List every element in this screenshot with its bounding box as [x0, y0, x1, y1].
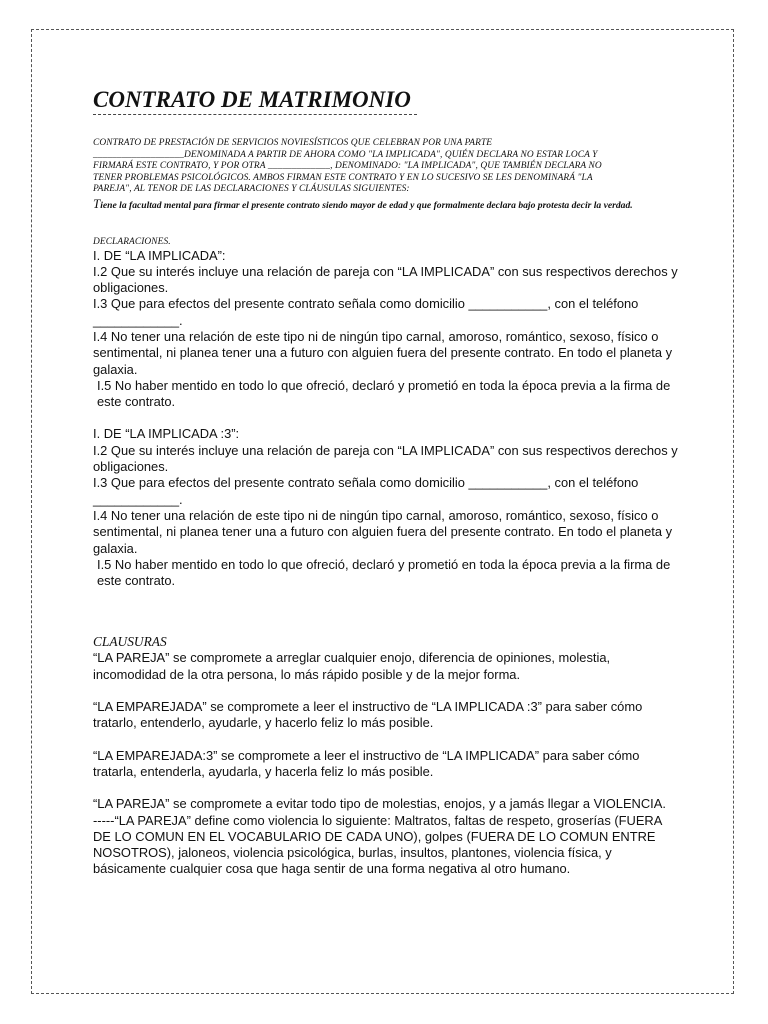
- intro-line: CONTRATO DE PRESTACIÓN DE SERVICIOS NOVIESÍSTICOS QUE CELEBRAN POR UNA PARTE: [93, 138, 493, 148]
- intro-line: TENER PROBLEMAS PSICOLÓGICOS. AMBOS FIRMAN ESTE CONTRATO Y EN LO SUCESIVO SE LES DENOMINARÁ "LA: [93, 172, 593, 183]
- section-heading: I. DE “LA IMPLICADA”:: [93, 247, 226, 263]
- clause-i3: I.3 Que para efectos del presente contrato señala como domicilio ___________, con el teléfono: [93, 475, 639, 491]
- declaraciones-label: DECLARACIONES.: [93, 236, 171, 247]
- declaration-section-2: [93, 426, 683, 589]
- document-body: [93, 86, 683, 878]
- declaration-section-1: [93, 248, 683, 411]
- clause-i5: I.5 No haber mentido en todo lo que ofreció, declaró y prometió en toda la época previa a la firma de este contrato.: [97, 556, 671, 589]
- clausura-item: “LA EMPAREJADA” se compromete a leer el instructivo de “LA IMPLICADA :3” para saber cómo tratarlo, entenderlo, ayudarle, y hacerlo feliz lo más posible.: [93, 699, 643, 731]
- document-title: CONTRATO DE MATRIMONIO: [93, 86, 417, 115]
- mental-capacity-statement: [93, 197, 683, 212]
- clause-i3-phone-blank: ____________.: [93, 491, 183, 507]
- drop-letter: T: [93, 195, 101, 211]
- clause-i2: I.2 Que su interés incluye una relación de pareja con “LA IMPLICADA” con sus respectivos derechos y obligaciones.: [93, 442, 678, 475]
- clausura-item: “LA EMPAREJADA:3” se compromete a leer el instructivo de “LA IMPLICADA” para saber cómo tratarla, entenderla, ayudarla, y hacerla feliz lo más posible.: [93, 747, 640, 779]
- clause-i5: I.5 No haber mentido en todo lo que ofreció, declaró y prometió en toda la época previa a la firma de este contrato.: [97, 377, 671, 410]
- clause-i3: I.3 Que para efectos del presente contrato señala como domicilio ___________, con el teléfono: [93, 296, 639, 312]
- clause-i4: I.4 No tener una relación de este tipo ni de ningún tipo carnal, amoroso, romántico, sexoso, físico o sentimental, ni planea tener una a futuro con alguien fuera del presente contrato. En todo el planeta y galaxia.: [93, 507, 673, 556]
- intro-line: PAREJA", AL TENOR DE LAS DECLARACIONES Y CLÁUSULAS SIGUIENTES:: [93, 184, 410, 194]
- intro-line: ___________________DENOMINADA A PARTIR DE AHORA COMO "LA IMPLICADA", QUIÉN DECLARA NO ESTAR LOCA Y: [93, 149, 598, 160]
- clausura-item: “LA PAREJA” se compromete a arreglar cualquier enojo, diferencia de opiniones, molestia, incomodidad de la otra persona, lo más rápido posible y de la mejor forma.: [93, 650, 611, 682]
- mental-capacity-text: iene la facultad mental para firmar el presente contrato siendo mayor de edad y que formalmente declara bajo protesta decir la verdad.: [100, 199, 633, 211]
- section-heading: I. DE “LA IMPLICADA :3”:: [93, 426, 240, 442]
- clausura-item: “LA PAREJA” se compromete a evitar todo tipo de molestias, enojos, y a jamás llegar a VIOLENCIA.: [93, 796, 666, 812]
- clause-i4: I.4 No tener una relación de este tipo ni de ningún tipo carnal, amoroso, romántico, sexoso, físico o sentimental, ni planea tener una a futuro con alguien fuera del presente contrato. En todo el planeta y galaxia.: [93, 328, 673, 377]
- clause-i2: I.2 Que su interés incluye una relación de pareja con “LA IMPLICADA” con sus respectivos derechos y obligaciones.: [93, 263, 678, 296]
- clausuras-section: [93, 650, 683, 877]
- violence-definition: -----“LA PAREJA” define como violencia lo siguiente: Maltratos, faltas de respeto, groserías (FUERA DE LO COMUN EN EL VOCABULARIO DE CADA UNO), golpes (FUERA DE LO COMUN ENTRE NOSOTROS), jaloneos, violencia psicológica, burlas, insultos, plantones, violencia física, y básicamente cualquier cosa que haga sentir de una forma negativa al otro humano.: [93, 812, 662, 877]
- clause-i3-phone-blank: ____________.: [93, 312, 183, 328]
- intro-paragraph: [93, 138, 683, 196]
- intro-line: FIRMARÁ ESTE CONTRATO, Y POR OTRA _____________, DENOMINADO: "LA IMPLICADA", QUE TAMBIÉN DECLARA NO: [93, 161, 602, 171]
- clausuras-label: CLAUSURAS: [93, 634, 167, 650]
